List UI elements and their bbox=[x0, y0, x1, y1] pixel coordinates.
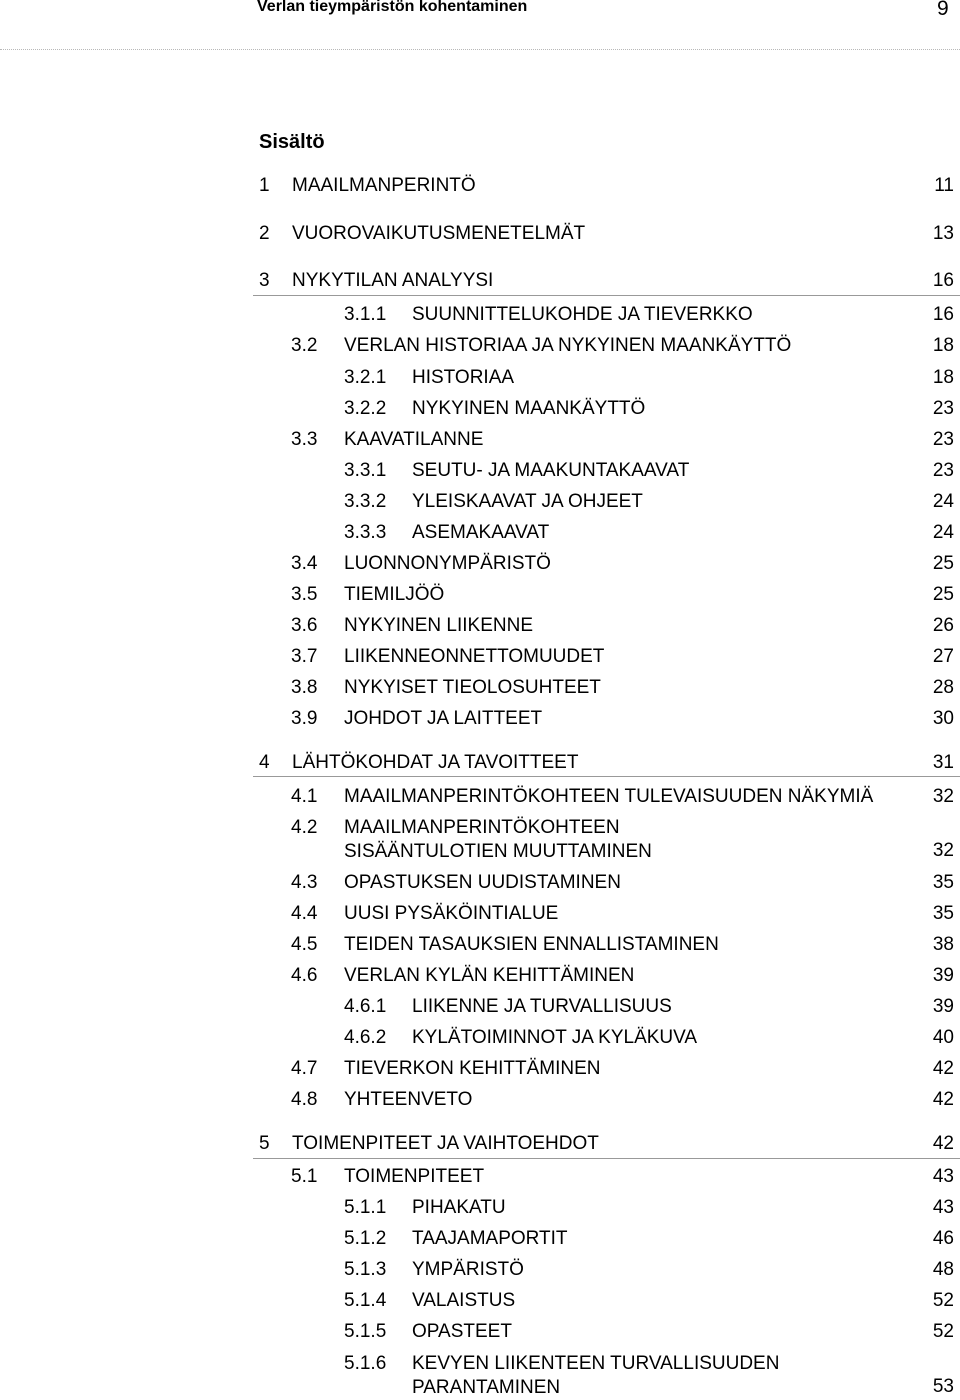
toc-entry-number: 3.2 bbox=[291, 335, 318, 356]
toc-entry-page-number: 52 bbox=[932, 1321, 954, 1342]
toc-entry-number: 3.8 bbox=[291, 677, 318, 698]
toc-entry-number: 4.5 bbox=[291, 934, 318, 955]
chapter-divider bbox=[253, 1158, 960, 1159]
toc-entry-page-number: 11 bbox=[934, 175, 954, 196]
header-divider bbox=[0, 49, 960, 50]
toc-entry-page-number: 48 bbox=[932, 1259, 954, 1280]
toc-entry-number: 5.1 bbox=[291, 1166, 318, 1187]
toc-entry-number: 3.2.1 bbox=[344, 367, 387, 388]
toc-entry-title: VERLAN KYLÄN KEHITTÄMINEN bbox=[344, 965, 635, 986]
toc-entry-page-number: 23 bbox=[932, 429, 954, 450]
toc-entry-title: TOIMENPITEET JA VAIHTOEHDOT bbox=[292, 1133, 599, 1154]
toc-entry-number: 3.3.1 bbox=[344, 460, 387, 481]
toc-entry-page-number: 31 bbox=[932, 752, 954, 773]
toc-entry-title: TIEVERKON KEHITTÄMINEN bbox=[344, 1058, 601, 1079]
toc-entry-page-number: 23 bbox=[932, 460, 954, 481]
toc-entry-number: 3.5 bbox=[291, 584, 318, 605]
toc-entry-title: KYLÄTOIMINNOT JA KYLÄKUVA bbox=[412, 1027, 698, 1048]
toc-entry-title: VERLAN HISTORIAA JA NYKYINEN MAANKÄYTTÖ bbox=[344, 335, 792, 356]
toc-entry-title: VUOROVAIKUTUSMENETELMÄT bbox=[292, 223, 586, 244]
toc-entry-title: JOHDOT JA LAITTEET bbox=[344, 708, 543, 729]
toc-entry-page-number: 40 bbox=[932, 1027, 954, 1048]
toc-entry-number: 4.7 bbox=[291, 1058, 318, 1079]
toc-entry-page-number: 52 bbox=[932, 1290, 954, 1311]
toc-entry-title: NYKYINEN MAANKÄYTTÖ bbox=[412, 398, 646, 419]
toc-entry-page-number: 25 bbox=[932, 553, 954, 574]
toc-entry-number: 5.1.2 bbox=[344, 1228, 387, 1249]
toc-entry-page-number: 18 bbox=[932, 335, 954, 356]
toc-entry-page-number: 24 bbox=[932, 491, 954, 512]
toc-entry-title: NYKYTILAN ANALYYSI bbox=[292, 270, 494, 291]
toc-entry-number: 3.7 bbox=[291, 646, 318, 667]
toc-entry-title: OPASTEET bbox=[412, 1321, 512, 1342]
toc-entry-number: 3.2.2 bbox=[344, 398, 387, 419]
toc-entry-number: 4.2 bbox=[291, 817, 318, 838]
toc-entry-page-number: 42 bbox=[932, 1058, 954, 1079]
toc-entry-number: 1 bbox=[259, 175, 270, 196]
toc-entry-title: SEUTU- JA MAAKUNTAKAAVAT bbox=[412, 460, 690, 481]
toc-entry-number: 3.4 bbox=[291, 553, 318, 574]
toc-entry-page-number: 32 bbox=[932, 840, 954, 861]
toc-entry-number: 3 bbox=[259, 270, 270, 291]
toc-entry-number: 3.9 bbox=[291, 708, 318, 729]
toc-entry-title: TIEMILJÖÖ bbox=[344, 584, 445, 605]
toc-entry-number: 3.1.1 bbox=[344, 304, 387, 325]
toc-entry-page-number: 32 bbox=[932, 786, 954, 807]
toc-entry-number: 5 bbox=[259, 1133, 270, 1154]
toc-entry-title: PIHAKATU bbox=[412, 1197, 506, 1218]
toc-entry-title: MAAILMANPERINTÖ bbox=[292, 175, 476, 196]
toc-entry-title: SUUNNITTELUKOHDE JA TIEVERKKO bbox=[412, 304, 753, 325]
running-header-title: Verlan tieympäristön kohentaminen bbox=[257, 0, 528, 15]
chapter-divider bbox=[253, 295, 960, 296]
toc-entry-page-number: 35 bbox=[932, 903, 954, 924]
toc-entry-number: 5.1.6 bbox=[344, 1353, 387, 1374]
toc-entry-number: 5.1.3 bbox=[344, 1259, 387, 1280]
toc-entry-title: KEVYEN LIIKENTEEN TURVALLISUUDEN PARANTAMINEN bbox=[412, 1353, 780, 1398]
toc-entry-title: TOIMENPITEET bbox=[344, 1166, 485, 1187]
toc-entry-number: 4.8 bbox=[291, 1089, 318, 1110]
toc-entry-title: MAAILMANPERINTÖKOHTEEN SISÄÄNTULOTIEN MUUTTAMINEN bbox=[344, 817, 652, 862]
toc-entry-page-number: 35 bbox=[932, 872, 954, 893]
toc-entry-page-number: 46 bbox=[932, 1228, 954, 1249]
toc-entry-title: YLEISKAAVAT JA OHJEET bbox=[412, 491, 643, 512]
toc-entry-number: 5.1.4 bbox=[344, 1290, 387, 1311]
toc-entry-title: HISTORIAA bbox=[412, 367, 515, 388]
running-header-page-number: 9 bbox=[937, 0, 949, 20]
toc-entry-title: LIIKENNEONNETTOMUUDET bbox=[344, 646, 605, 667]
toc-entry-title: UUSI PYSÄKÖINTIALUE bbox=[344, 903, 559, 924]
toc-title: Sisältö bbox=[259, 131, 325, 153]
toc-entry-number: 4.3 bbox=[291, 872, 318, 893]
toc-entry-page-number: 27 bbox=[932, 646, 954, 667]
toc-entry-title: NYKYINEN LIIKENNE bbox=[344, 615, 533, 636]
toc-entry-number: 3.3.3 bbox=[344, 522, 387, 543]
chapter-divider bbox=[253, 776, 960, 777]
toc-entry-title: YMPÄRISTÖ bbox=[412, 1259, 524, 1280]
toc-entry-number: 4.1 bbox=[291, 786, 318, 807]
toc-entry-number: 4.4 bbox=[291, 903, 318, 924]
toc-entry-page-number: 42 bbox=[932, 1089, 954, 1110]
toc-entry-number: 4.6 bbox=[291, 965, 318, 986]
toc-entry-number: 5.1.5 bbox=[344, 1321, 387, 1342]
toc-entry-page-number: 23 bbox=[932, 398, 954, 419]
toc-entry-page-number: 30 bbox=[932, 708, 954, 729]
toc-entry-title: YHTEENVETO bbox=[344, 1089, 473, 1110]
toc-entry-page-number: 16 bbox=[932, 270, 954, 291]
toc-entry-page-number: 53 bbox=[932, 1376, 954, 1397]
toc-entry-title: ASEMAKAAVAT bbox=[412, 522, 550, 543]
toc-entry-page-number: 26 bbox=[932, 615, 954, 636]
toc-entry-number: 4 bbox=[259, 752, 270, 773]
toc-entry-title: NYKYISET TIEOLOSUHTEET bbox=[344, 677, 601, 698]
toc-entry-title: TAAJAMAPORTIT bbox=[412, 1228, 568, 1249]
toc-entry-page-number: 43 bbox=[932, 1197, 954, 1218]
toc-entry-page-number: 42 bbox=[932, 1133, 954, 1154]
toc-entry-page-number: 38 bbox=[932, 934, 954, 955]
toc-entry-number: 5.1.1 bbox=[344, 1197, 387, 1218]
toc-entry-page-number: 28 bbox=[932, 677, 954, 698]
toc-entry-page-number: 39 bbox=[932, 996, 954, 1017]
toc-entry-page-number: 39 bbox=[932, 965, 954, 986]
toc-entry-number: 3.3 bbox=[291, 429, 318, 450]
toc-entry-title: KAAVATILANNE bbox=[344, 429, 484, 450]
toc-entry-number: 3.6 bbox=[291, 615, 318, 636]
toc-entry-title: VALAISTUS bbox=[412, 1290, 516, 1311]
toc-entry-number: 4.6.1 bbox=[344, 996, 387, 1017]
toc-entry-number: 2 bbox=[259, 223, 270, 244]
toc-entry-page-number: 18 bbox=[932, 367, 954, 388]
toc-entry-page-number: 24 bbox=[932, 522, 954, 543]
toc-entry-number: 3.3.2 bbox=[344, 491, 387, 512]
toc-entry-title: OPASTUKSEN UUDISTAMINEN bbox=[344, 872, 621, 893]
toc-entry-number: 4.6.2 bbox=[344, 1027, 387, 1048]
toc-entry-page-number: 43 bbox=[932, 1166, 954, 1187]
toc-entry-page-number: 16 bbox=[932, 304, 954, 325]
toc-entry-title: TEIDEN TASAUKSIEN ENNALLISTAMINEN bbox=[344, 934, 719, 955]
toc-entry-title: LÄHTÖKOHDAT JA TAVOITTEET bbox=[292, 752, 579, 773]
toc-entry-title: MAAILMANPERINTÖKOHTEEN TULEVAISUUDEN NÄKYMIÄ bbox=[344, 786, 874, 807]
toc-entry-page-number: 25 bbox=[932, 584, 954, 605]
toc-entry-page-number: 13 bbox=[932, 223, 954, 244]
toc-entry-title: LUONNONYMPÄRISTÖ bbox=[344, 553, 551, 574]
toc-entry-title: LIIKENNE JA TURVALLISUUS bbox=[412, 996, 672, 1017]
